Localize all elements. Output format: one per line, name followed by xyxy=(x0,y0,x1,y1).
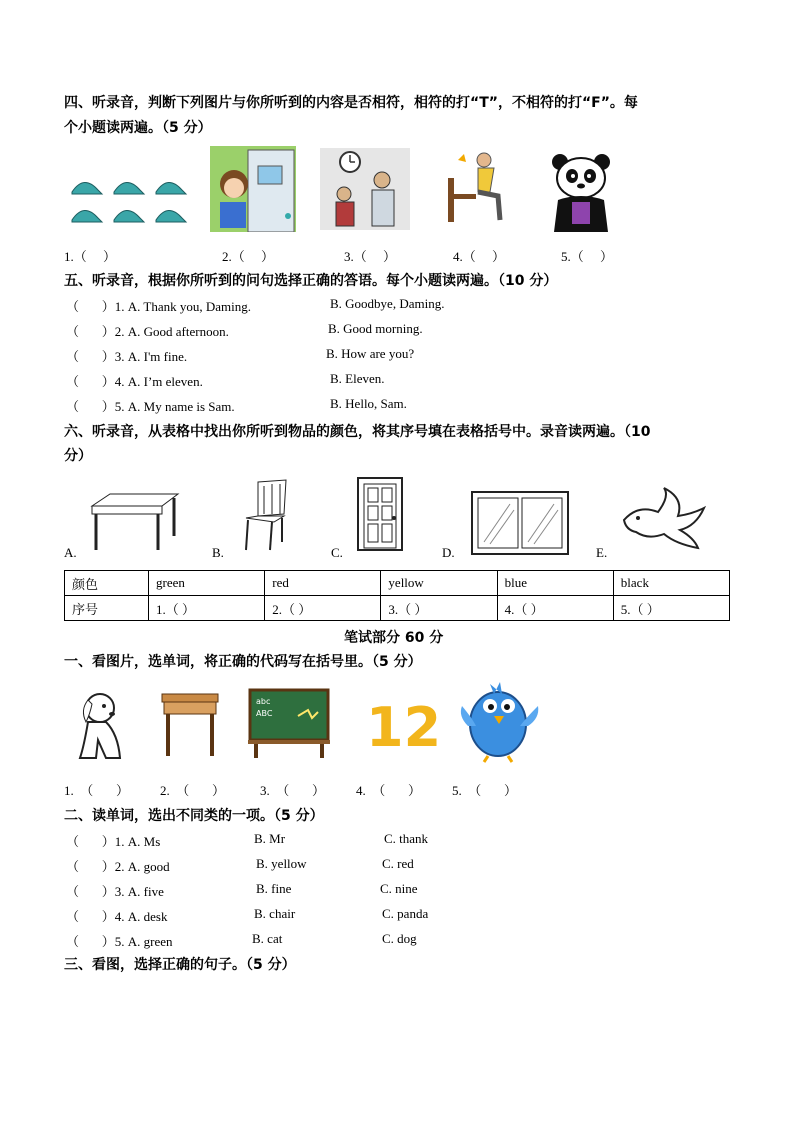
written-3-title: 三、看图，选择正确的句子。（5 分） xyxy=(64,957,296,973)
s5-q5: （ ）5. A. My name is Sam. xyxy=(66,399,235,414)
section-4-title-line1: 四、听录音，判断下列图片与你所听到的内容是否相符，相符的打“T”，不相符的打“F”。每 xyxy=(64,95,638,111)
sit-down-picture xyxy=(438,150,514,224)
table-cell: black xyxy=(613,571,729,596)
w1-answer-3[interactable]: 3. （ ） xyxy=(260,783,326,798)
w1-answer-5[interactable]: 5. （ ） xyxy=(452,783,518,798)
table-cell: green xyxy=(149,571,265,596)
number-row xyxy=(65,596,730,621)
s4-answer-4[interactable]: 4.（ ） xyxy=(453,249,506,264)
w2-q2-b: B. yellow xyxy=(256,856,307,871)
clock-people-picture xyxy=(320,148,410,230)
svg-text:ABC: ABC xyxy=(256,709,273,718)
s5-q2: （ ）2. A. Good afternoon. xyxy=(66,324,229,339)
w1-answer-2[interactable]: 2. （ ） xyxy=(160,783,226,798)
w2-q2-c: C. red xyxy=(382,856,414,871)
table-cell[interactable]: 1.（ ） xyxy=(149,596,265,621)
s5-q2-b: B. Good morning. xyxy=(328,321,423,336)
s4-answer-3[interactable]: 3.（ ） xyxy=(344,249,397,264)
section-6-title-line1: 六、听录音，从表格中找出你所听到物品的颜色，将其序号填在表格括号中。录音读两遍。（10 xyxy=(64,424,651,440)
desk-picture xyxy=(86,492,182,552)
s5-q1-b: B. Goodbye, Daming. xyxy=(330,296,445,311)
table-cell: yellow xyxy=(381,571,497,596)
w2-q2-a: （ ）2. A. good xyxy=(66,859,170,874)
girl-door-picture xyxy=(210,146,296,232)
written-2-title: 二、读单词，选出不同类的一项。（5 分） xyxy=(64,808,324,824)
table-cell: red xyxy=(265,571,381,596)
w2-q3-c: C. nine xyxy=(380,881,418,896)
dog-picture xyxy=(66,690,126,762)
panda-picture xyxy=(548,152,614,232)
table-cell[interactable]: 5.（ ） xyxy=(613,596,729,621)
window-picture xyxy=(470,490,570,556)
w2-q3-a: （ ）3. A. five xyxy=(66,884,164,899)
section-6-title-line2: 分） xyxy=(64,448,92,464)
w2-q1-c: C. thank xyxy=(384,831,429,846)
w2-q4-b: B. chair xyxy=(254,906,296,921)
bird-outline-picture xyxy=(618,486,706,552)
s5-q1: （ ）1. A. Thank you, Daming. xyxy=(66,299,251,314)
color-row xyxy=(65,571,730,596)
w1-answer-4[interactable]: 4. （ ） xyxy=(356,783,422,798)
w2-q5-c: C. dog xyxy=(382,931,417,946)
s6-letter-a: A. xyxy=(64,545,77,560)
s5-q5-b: B. Hello, Sam. xyxy=(330,396,407,411)
w2-q5-a: （ ）5. A. green xyxy=(66,934,173,949)
w2-q4-a: （ ）4. A. desk xyxy=(66,909,168,924)
caps-picture xyxy=(68,170,196,230)
desk-brown-picture xyxy=(160,690,220,758)
s6-letter-e: E. xyxy=(596,545,608,560)
table-cell[interactable]: 2.（ ） xyxy=(265,596,381,621)
blackboard-picture xyxy=(248,688,330,758)
table-cell: blue xyxy=(497,571,613,596)
w2-q4-c: C. panda xyxy=(382,906,429,921)
w2-q3-b: B. fine xyxy=(256,881,292,896)
w2-q5-b: B. cat xyxy=(252,931,283,946)
svg-text:abc: abc xyxy=(256,697,271,706)
chair-picture xyxy=(238,478,296,552)
s4-answer-2[interactable]: 2.（ ） xyxy=(222,249,275,264)
number-twelve-picture: 12 xyxy=(366,696,442,759)
w2-q1-a: （ ）1. A. Ms xyxy=(66,834,161,849)
table-cell[interactable]: 3.（ ） xyxy=(381,596,497,621)
blue-bird-picture xyxy=(458,676,540,764)
s5-q3-b: B. How are you? xyxy=(326,346,415,361)
table-cell: 序号 xyxy=(65,596,149,621)
section-4-title-line2: 个小题读两遍。（5 分） xyxy=(64,120,212,136)
s6-letter-b: B. xyxy=(212,545,224,560)
color-table xyxy=(64,570,730,621)
table-cell[interactable]: 4.（ ） xyxy=(497,596,613,621)
written-1-title: 一、看图片，选单词，将正确的代码写在括号里。（5 分） xyxy=(64,654,422,670)
w2-q1-b: B. Mr xyxy=(254,831,286,846)
w1-answer-1[interactable]: 1. （ ） xyxy=(64,783,130,798)
written-part-heading: 笔试部分 60 分 xyxy=(344,630,444,646)
s6-letter-d: D. xyxy=(442,545,455,560)
s4-answer-1[interactable]: 1.（ ） xyxy=(64,249,117,264)
s5-q4-b: B. Eleven. xyxy=(330,371,385,386)
s6-letter-c: C. xyxy=(331,545,343,560)
door-picture xyxy=(356,476,406,552)
section-5-title: 五、听录音，根据你所听到的问句选择正确的答语。每个小题读两遍。（10 分） xyxy=(64,273,558,289)
s5-q4: （ ）4. A. I’m eleven. xyxy=(66,374,203,389)
table-cell: 颜色 xyxy=(65,571,149,596)
s5-q3: （ ）3. A. I'm fine. xyxy=(66,349,188,364)
s4-answer-5[interactable]: 5.（ ） xyxy=(561,249,614,264)
